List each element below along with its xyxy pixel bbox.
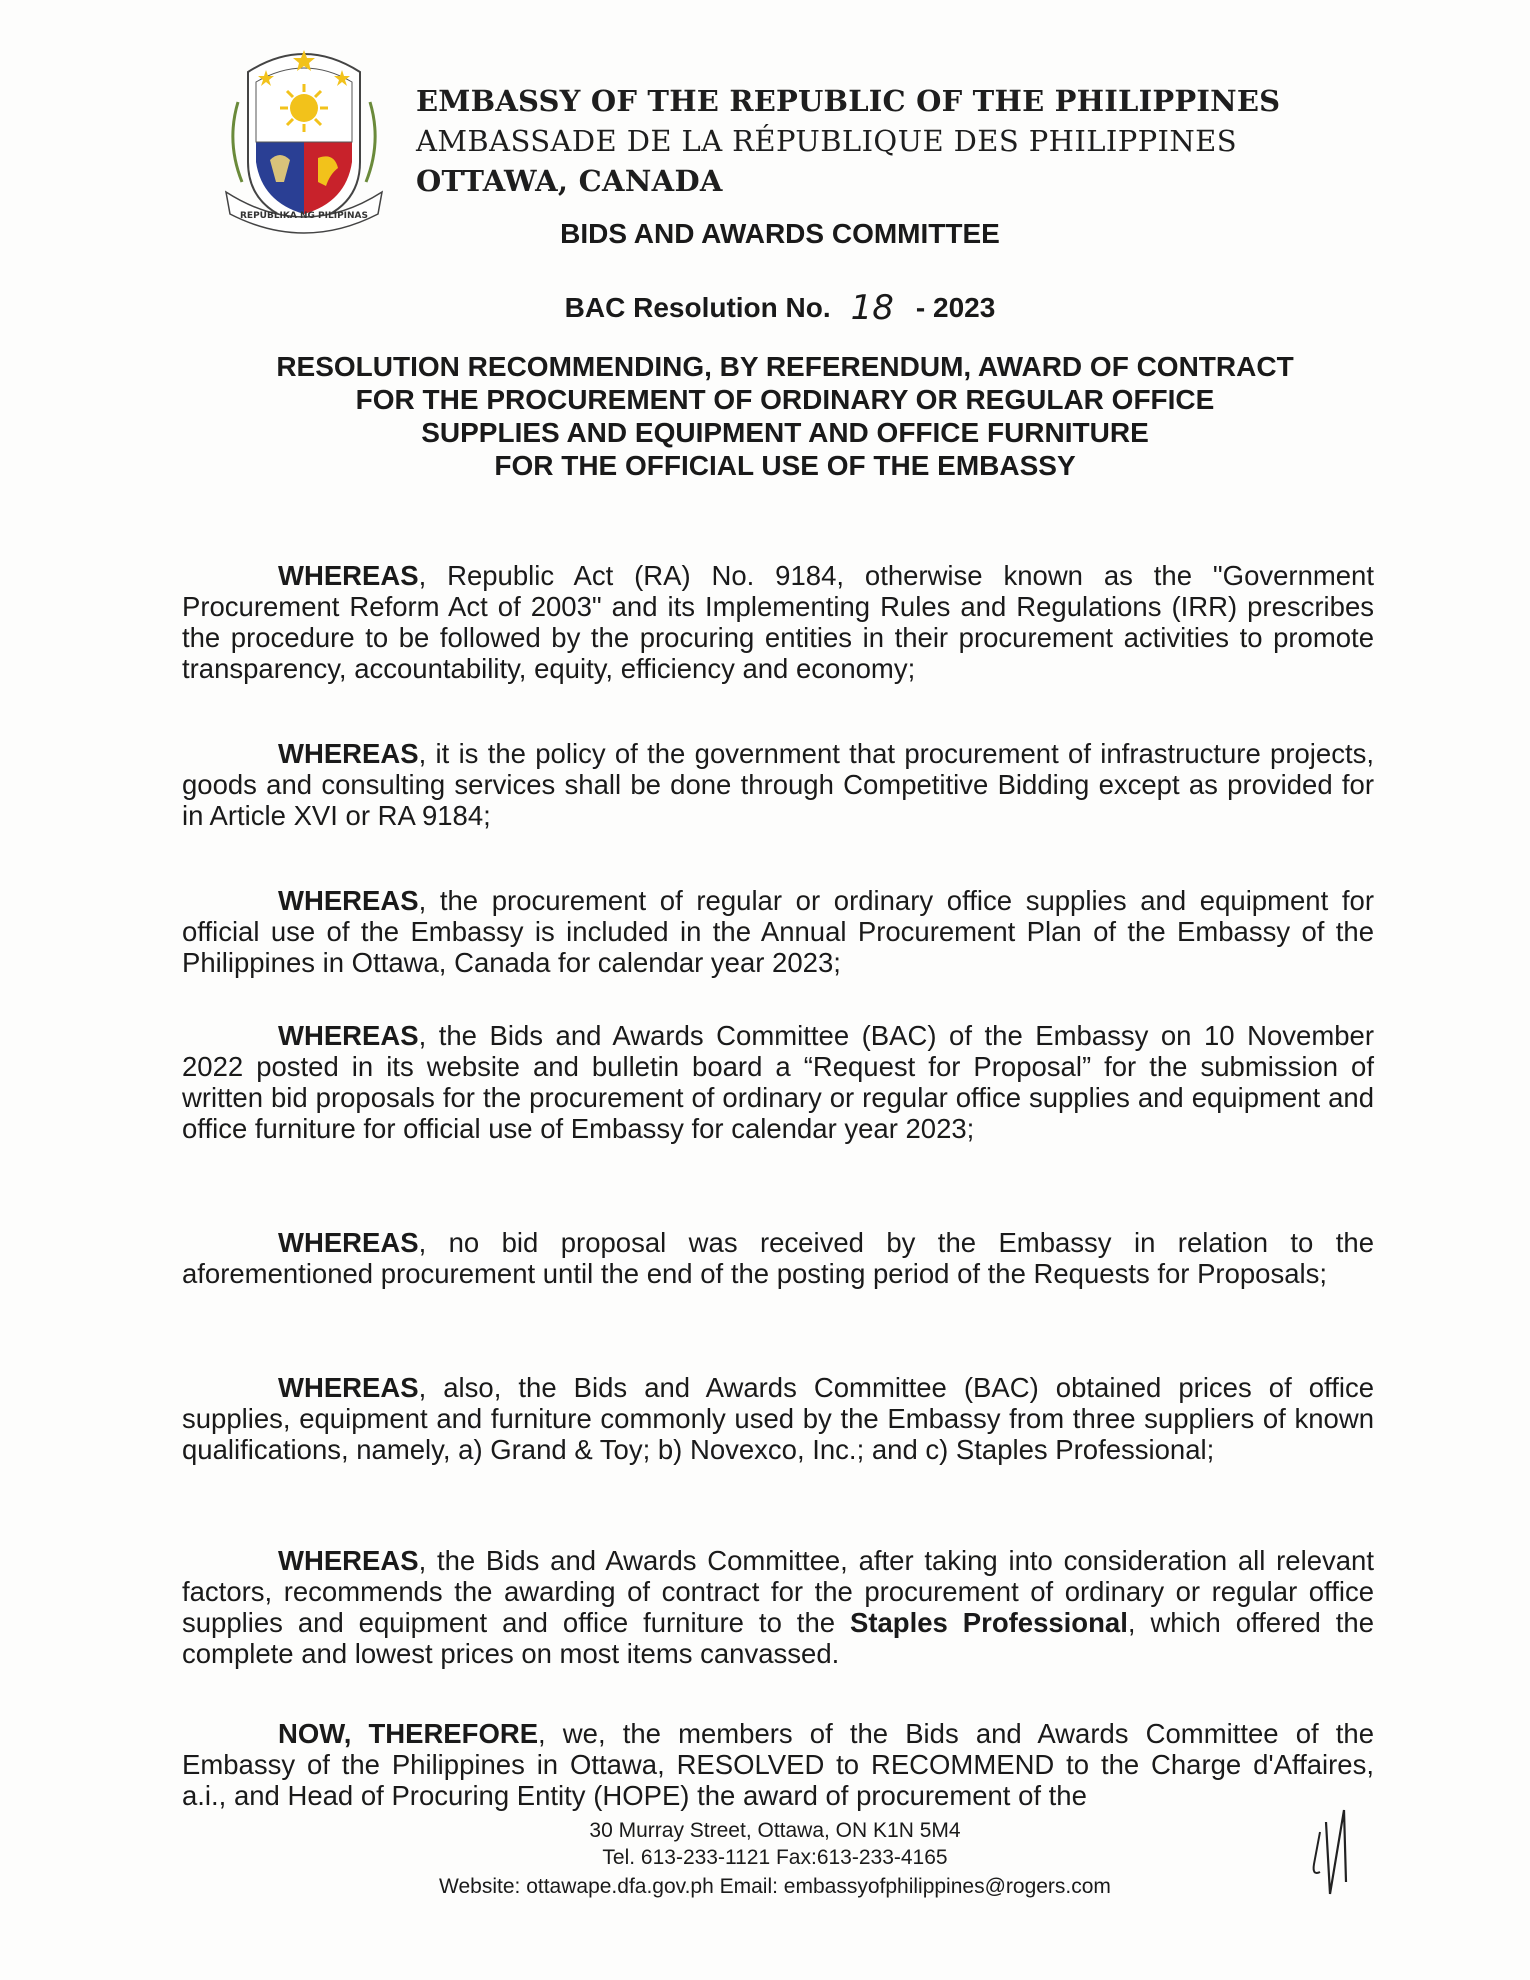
whereas-paragraph-6 [182,1372,1374,1465]
paragraph-keyword: NOW, THEREFORE [278,1718,539,1749]
footer-address: 30 Murray Street, Ottawa, ON K1N 5M4 [589,1819,961,1842]
paragraph-keyword: WHEREAS [278,885,419,916]
resolution-prefix: BAC Resolution No. [564,292,831,323]
paragraph-keyword: WHEREAS [278,560,419,591]
paragraph-text: , the Bids and Awards Committee (BAC) of the Embassy on 10 November 2022 posted in its website and bulletin board a “Request for Proposal” for the submission of written bid proposals for the procurement of ordinary or regular office supplies and equipment and office furniture for official use of Embassy for calendar year 2023; [182,1020,1374,1144]
whereas-paragraph-2 [182,738,1374,831]
paragraph-text: , it is the policy of the government that procurement of infrastructure projects, goods and consulting services shall be done through Competitive Bidding except as provided for in Article XVI or RA 9184; [182,738,1374,831]
resolution-title-line: FOR THE PROCUREMENT OF ORDINARY OR REGULAR OFFICE [355,384,1215,415]
resolution-title [0,350,1530,482]
paragraph-text: , also, the Bids and Awards Committee (BAC) obtained prices of office supplies, equipment and furniture commonly used by the Embassy from three suppliers of known qualifications, namely, a) Grand & Toy; b) Novexco, Inc.; and c) Staples Professional; [182,1372,1374,1465]
paragraph-text: , the Bids and Awards Committee, after taking into consideration all relevant factors, recommends the awarding of contract for the procurement of ordinary or regular office supplies and equipment and office furniture to the [182,1545,1374,1638]
paragraph-keyword: WHEREAS [278,1545,419,1576]
committee-heading: BIDS AND AWARDS COMMITTEE [560,218,1000,249]
paragraph-keyword: WHEREAS [278,738,419,769]
whereas-paragraph-1 [182,560,1374,684]
paragraph-text: , which offered the complete and lowest prices on most items canvassed. [182,1607,1375,1669]
resolution-title-line: FOR THE OFFICIAL USE OF THE EMBASSY [494,450,1076,481]
resolution-paragraph [182,1718,1374,1811]
whereas-paragraph-3 [182,885,1374,978]
letterhead-embassy-french: AMBASSADE DE LA RÉPUBLIQUE DES PHILIPPINES [416,124,1237,158]
svg-text:REPUBLIKA NG PILIPINAS: REPUBLIKA NG PILIPINAS [239,211,369,221]
paragraph-text: , the procurement of regular or ordinary office supplies and equipment for official use of the Embassy is included in the Annual Procurement Plan of the Embassy of the Philippines in Ottawa, Canada for calendar year 2023; [182,885,1374,978]
resolution-title-line: SUPPLIES AND EQUIPMENT AND OFFICE FURNITURE [421,417,1149,448]
letterhead-city: OTTAWA, CANADA [416,164,723,198]
paragraph-text: , no bid proposal was received by the Embassy in relation to the aforementioned procurement until the end of the posting period of the Requests for Proposals; [182,1227,1374,1289]
paragraph-text: , we, the members of the Bids and Awards Committee of the Embassy of the Philippines in Ottawa, RESOLVED to RECOMMEND to the Charge d'Affaires, a.i., and Head of Procuring Entity (HOPE) the award of procurement of the [182,1718,1374,1811]
footer-web-email: Website: ottawape.dfa.gov.ph Email: embassyofphilippines@rogers.com [439,1875,1111,1898]
whereas-paragraph-7 [182,1545,1374,1669]
philippine-seal-icon [218,42,390,234]
letterhead-embassy-english: EMBASSY OF THE REPUBLIC OF THE PHILIPPINES [416,84,1281,118]
handwritten-initials-icon [1300,1802,1360,1898]
whereas-paragraph-5 [182,1227,1374,1289]
whereas-paragraph-4 [182,1020,1374,1144]
resolution-number-line [0,286,1530,326]
paragraph-keyword: WHEREAS [278,1020,419,1051]
paragraph-text: , Republic Act (RA) No. 9184, otherwise known as the "Government Procurement Reform Act of 2003" and its Implementing Rules and Regulations (IRR) prescribes the procedure to be followed by the procuring entities in their procurement activities to promote transparency, accountability, equity, efficiency and economy; [182,560,1374,684]
resolution-year: - 2023 [915,292,996,323]
resolution-title-line: RESOLUTION RECOMMENDING, BY REFERENDUM, AWARD OF CONTRACT [276,351,1294,382]
paragraph-keyword: WHEREAS [278,1372,419,1403]
resolution-number-handwritten: 18 [850,288,894,328]
footer-phone: Tel. 613-233-1121 Fax:613-233-4165 [602,1846,948,1869]
awarded-supplier: Staples Professional [850,1607,1128,1638]
paragraph-keyword: WHEREAS [278,1227,419,1258]
